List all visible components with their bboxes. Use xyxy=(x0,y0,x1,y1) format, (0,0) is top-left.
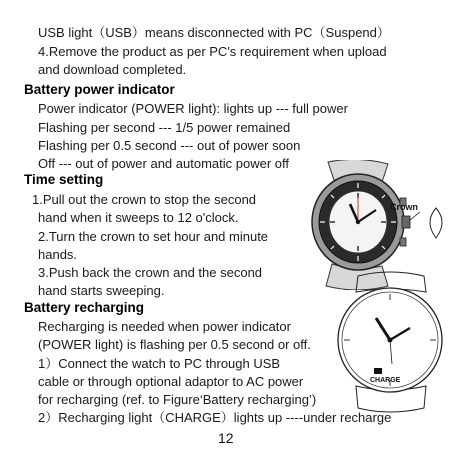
battery-indicator-heading: Battery power indicator xyxy=(24,82,175,97)
time-setting-step3-line2: hand starts sweeping. xyxy=(38,283,165,298)
remove-product-line: 4.Remove the product as per PC's requirement when upload xyxy=(38,44,387,59)
recharging-line-5: for recharging (ref. to Figure‘Battery recharging’) xyxy=(38,392,317,407)
page-number: 12 xyxy=(218,430,234,446)
recharging-line-2: (POWER light) is flashing per 0.5 second or off. xyxy=(38,337,311,352)
usb-light-line: USB light（USB）means disconnected with PC（Suspend） xyxy=(38,25,390,40)
time-setting-step2-line1: 2.Turn the crown to set hour and minute xyxy=(38,229,269,244)
time-setting-heading: Time setting xyxy=(24,172,104,187)
recharging-line-4: cable or through optional adaptor to AC power xyxy=(38,374,304,389)
power-off-line: Off --- out of power and automatic power off xyxy=(38,156,289,171)
charge-watch-figure xyxy=(330,268,454,418)
time-setting-step1-line2: hand when it sweeps to 12 o'clock. xyxy=(38,210,239,225)
battery-recharging-heading: Battery recharging xyxy=(24,300,145,315)
crown-label: Crown xyxy=(390,202,418,212)
flashing-per-second-line: Flashing per second --- 1/5 power remained xyxy=(38,120,291,135)
time-setting-step1-line1: 1.Pull out the crown to stop the second xyxy=(32,192,257,207)
download-completed-line: and download completed. xyxy=(38,62,187,77)
recharging-line-1: Recharging is needed when power indicator xyxy=(38,319,291,334)
power-indicator-line: Power indicator (POWER light): lights up --- full power xyxy=(38,101,348,116)
flashing-half-second-line: Flashing per 0.5 second --- out of power soon xyxy=(38,138,301,153)
time-setting-step2-line2: hands. xyxy=(38,247,78,262)
recharging-line-3: 1）Connect the watch to PC through USB xyxy=(38,356,281,371)
charge-label: CHARGE xyxy=(370,377,401,384)
recharging-line-6: 2）Recharging light（CHARGE）lights up ----under recharge xyxy=(38,410,392,425)
time-setting-step3-line1: 3.Push back the crown and the second xyxy=(38,265,263,280)
